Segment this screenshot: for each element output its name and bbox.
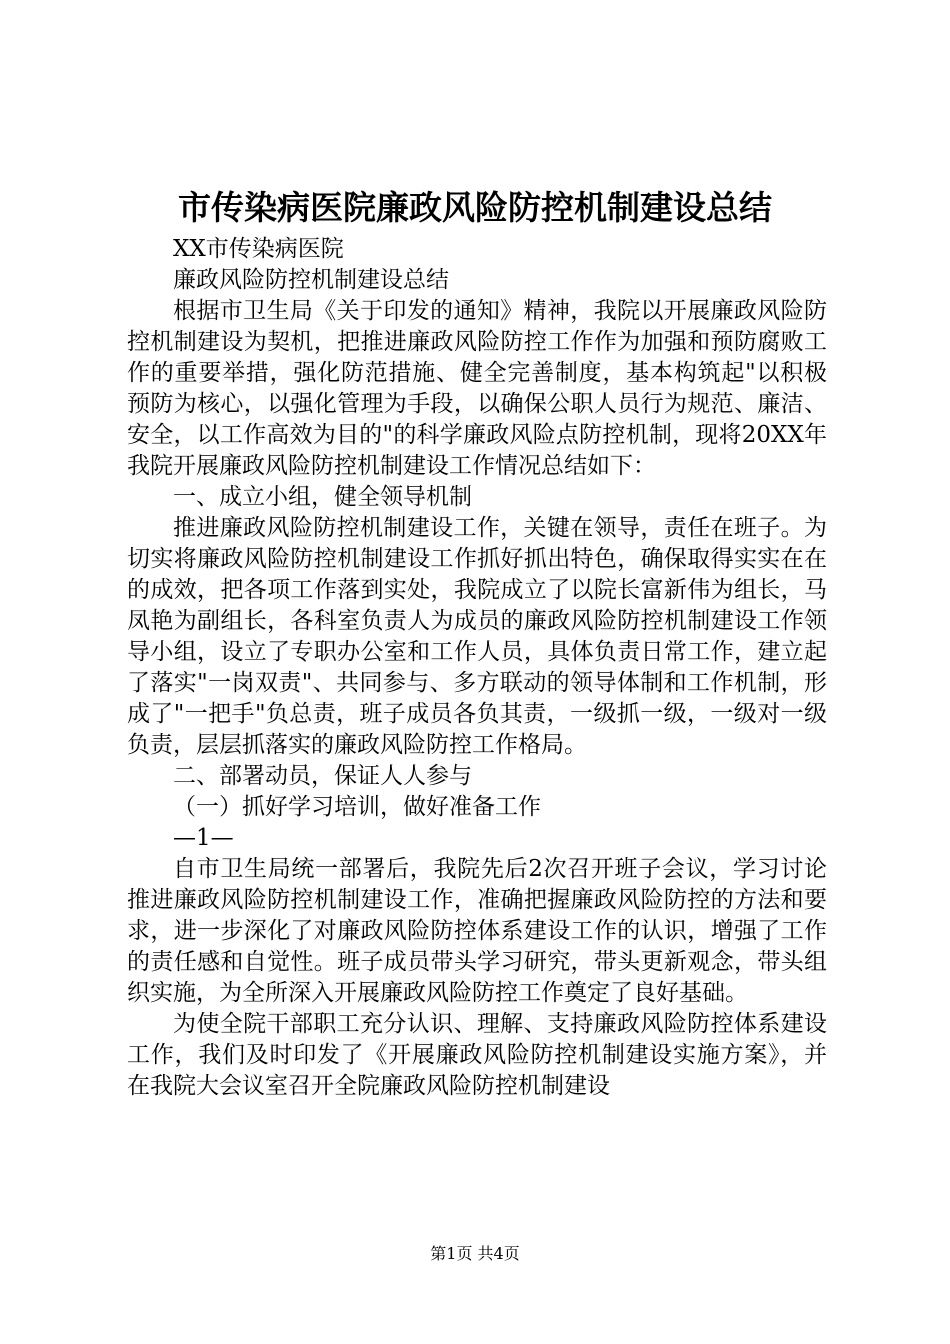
heading-section-1: 一、成立小组，健全领导机制 <box>173 484 472 510</box>
paragraph-study: 自市卫生局统一部署后，我院先后2次召开班子会议，学习讨论推进廉政风险防控机制建设工作，准确把握廉政风险防控的方法和要求，进一步深化了对廉政风险防控体系建设工作的认识，增强了工作的责任感和自觉性。班子成员带头学习研究，带头更新观念，带头组织实施，为全所深入开展廉政风险防控工作奠定了良好基础。 <box>127 856 827 1006</box>
page-footer: 第1页 共4页 <box>430 1244 520 1263</box>
paragraph-section-1: 推进廉政风险防控机制建设工作，关键在领导，责任在班子。为切实将廉政风险防控机制建设工作抓好抓出特色，确保取得实实在在的成效，把各项工作落到实处，我院成立了以院长富新伟为组长，马凤艳为副组长，各科室负责人为成员的廉政风险防控机制建设工作领导小组，设立了专职办公室和工作人员，具体负责日常工作，建立起了落实"一岗双责"、共同参与、多方联动的领导体制和工作机制，形成了"一把手"负总责，班子成员各负其责，一级抓一级，一级对一级负责，层层抓落实的廉政风险防控工作格局。 <box>127 515 827 758</box>
paragraph-subtitle: 廉政风险防控机制建设总结 <box>173 267 449 293</box>
heading-subsection-1: （一）抓好学习培训，做好准备工作 <box>173 794 541 820</box>
heading-section-2: 二、部署动员，保证人人参与 <box>173 763 472 789</box>
paragraph-mobilize: 为使全院干部职工充分认识、理解、支持廉政风险防控体系建设工作，我们及时印发了《开展廉政风险防控机制建设实施方案》，并在我院大会议室召开全院廉政风险防控机制建设 <box>127 1011 827 1099</box>
document-body <box>127 234 827 1102</box>
document-title: 市传染病医院廉政风险防控机制建设总结 <box>178 188 772 227</box>
paragraph-org-name: XX市传染病医院 <box>173 236 344 262</box>
page-marker: —1— <box>173 825 234 851</box>
paragraph-intro: 根据市卫生局《关于印发的通知》精神，我院以开展廉政风险防控机制建设为契机，把推进廉政风险防控工作作为加强和预防腐败工作的重要举措，强化防范措施、健全完善制度，基本构筑起"以积极预防为核心，以强化管理为手段，以确保公职人员行为规范、廉洁、安全，以工作高效为目的"的科学廉政风险点防控机制，现将20XX年我院开展廉政风险防控机制建设工作情况总结如下： <box>127 298 827 479</box>
